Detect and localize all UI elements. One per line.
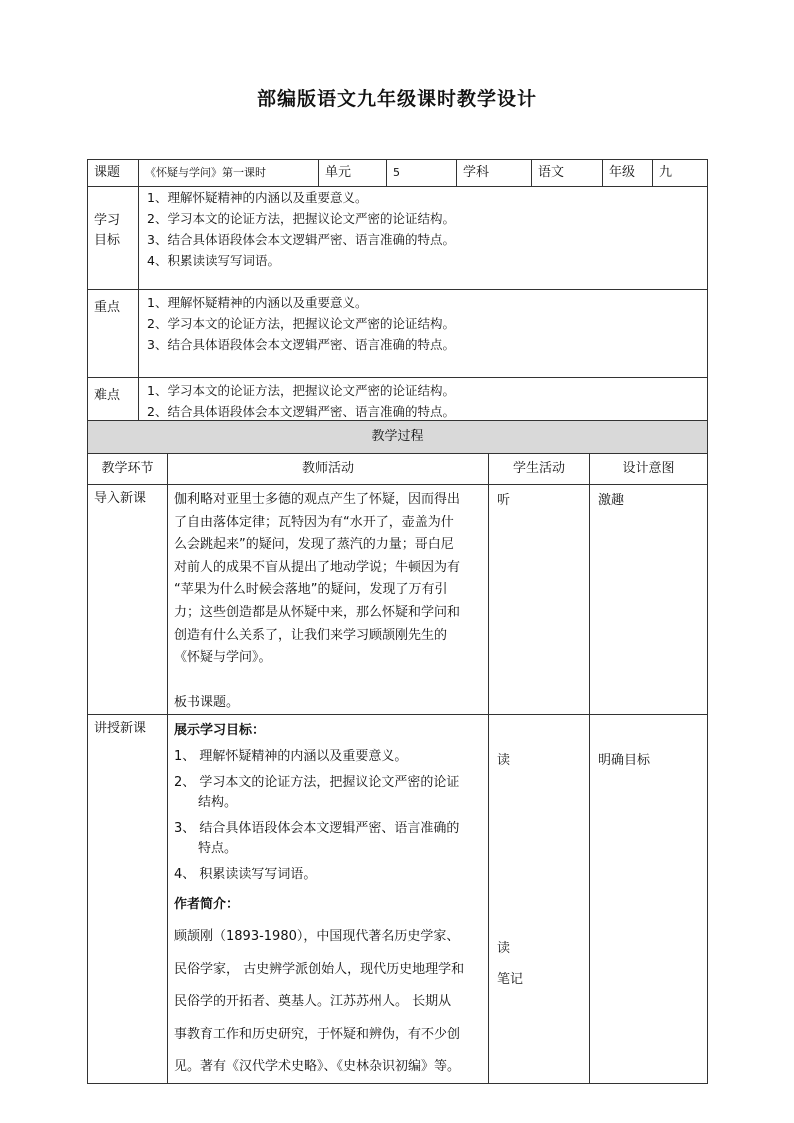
subject-label: 学科 (457, 160, 532, 187)
goals-label (88, 187, 139, 290)
lecture-goal-text: 3、 结合具体语段体会本文逻辑严密、语言准确的 (174, 821, 460, 837)
header-row (88, 160, 708, 187)
goal-item: 1、理解怀疑精神的内涵以及重要意义。 (147, 190, 368, 205)
goals-label-line1: 学习 (94, 213, 121, 228)
col-stage-header: 教学环节 (88, 454, 168, 485)
difficulties-label: 难点 (88, 378, 139, 448)
lecture-goal-item (174, 773, 482, 813)
difficulty-item: 2、结合具体语段体会本文逻辑严密、语言准确的特点。 (147, 404, 455, 419)
difficulty-item: 1、学习本文的论证方法，把握议论文严密的论证结构。 (147, 383, 455, 398)
goal-item: 2、学习本文的论证方法，把握议论文严密的论证结构。 (147, 211, 455, 226)
student-notes: 笔记 (497, 972, 524, 988)
process-band-row (88, 421, 708, 454)
process-band-title: 教学过程 (88, 421, 708, 454)
subject-value: 语文 (532, 160, 603, 187)
col-student-header: 学生活动 (489, 454, 590, 485)
goal-item: 3、结合具体语段体会本文逻辑严密、语言准确的特点。 (147, 232, 455, 247)
intro-line: 伽利略对亚里士多德的观点产生了怀疑，因而得出 (174, 492, 461, 507)
lecture-row (88, 715, 708, 1084)
process-column-headers (88, 454, 708, 485)
intro-stage: 导入新课 (88, 485, 168, 715)
intro-teacher-activity (168, 485, 489, 715)
lecture-goal-item (174, 819, 482, 859)
key-points-row (88, 290, 708, 378)
key-point-item: 1、理解怀疑精神的内涵以及重要意义。 (147, 295, 368, 310)
intro-row (88, 485, 708, 715)
author-heading: 作者简介： (174, 897, 240, 913)
intro-line: 《怀疑与学问》。 (174, 650, 272, 666)
bio-line: 民俗学家， 古史辨学派创始人，现代历史地理学和 (174, 961, 465, 977)
intro-line: “苹果为什么时候会落地”的疑问，发现了万有引 (174, 582, 448, 598)
grade-value: 九 (653, 160, 708, 187)
lecture-goal-text: 结构。 (198, 795, 238, 811)
author-bio (174, 921, 482, 1083)
teaching-process-table (87, 420, 708, 1084)
goal-item: 4、积累读读写写词语。 (147, 253, 280, 268)
key-point-item: 3、结合具体语段体会本文逻辑严密、语言准确的特点。 (147, 337, 455, 352)
bio-line: 见。著有《汉代学术史略》、《史林杂识初编》等。 (174, 1058, 461, 1074)
key-points-label: 重点 (88, 290, 139, 378)
lecture-goal-text: 2、 学习本文的论证方法，把握议论文严密的论证 (174, 775, 460, 791)
intro-line: 力；这些创造都是从怀疑中来，那么怀疑和学问和 (174, 604, 461, 620)
student-read: 读 (497, 753, 511, 769)
intro-line: 了自由落体定律；瓦特因为有“水开了，壶盖为什 (174, 514, 454, 530)
bio-line: 事教育工作和历史研究，于怀疑和辨伪，有不少创 (174, 1026, 461, 1042)
col-teacher-header: 教师活动 (168, 454, 489, 485)
intro-student-activity: 听 (489, 485, 590, 715)
show-goals-heading: 展示学习目标： (174, 723, 266, 739)
intro-teacher-note: 板书课题。 (174, 694, 240, 710)
course-label: 课题 (88, 160, 139, 187)
intro-line: 创造有什么关系了，让我们来学习顾颉刚先生的 (174, 627, 448, 643)
key-point-item: 2、学习本文的论证方法，把握议论文严密的论证结构。 (147, 316, 455, 331)
lecture-stage: 讲授新课 (88, 715, 168, 1084)
unit-label: 单元 (319, 160, 387, 187)
grade-label: 年级 (603, 160, 653, 187)
lecture-student-activity (489, 715, 590, 1084)
lecture-design-intent (590, 715, 708, 1084)
bio-line: 顾颉刚（1893-1980），中国现代著名历史学家、 (174, 929, 460, 945)
col-design-header: 设计意图 (590, 454, 708, 485)
lesson-info-table (87, 159, 708, 448)
unit-value: 5 (387, 160, 457, 187)
intro-line: 么会跳起来”的疑问，发现了蒸汽的力量；哥白尼 (174, 537, 454, 553)
lecture-teacher-activity (168, 715, 489, 1084)
intro-design-intent: 激趣 (590, 485, 708, 715)
lecture-goal-text: 特点。 (198, 841, 238, 857)
intro-line: 对前人的成果不盲从提出了地动学说；牛顿因为有 (174, 559, 461, 575)
lecture-design-text: 明确目标 (598, 753, 651, 769)
goals-label-line2: 目标 (94, 233, 121, 248)
lecture-goal-item: 4、 积累读读写写词语。 (174, 867, 317, 883)
course-value: 《怀疑与学问》第一课时 (139, 160, 319, 187)
bio-line: 民俗学的开拓者、奠基人。江苏苏州人。 长期从 (174, 994, 452, 1010)
goals-row (88, 187, 708, 290)
lecture-goal-item: 1、 理解怀疑精神的内涵以及重要意义。 (174, 749, 408, 765)
goals-content (139, 187, 708, 290)
key-points-content (139, 290, 708, 378)
student-read: 读 (497, 941, 511, 957)
document-title: 部编版语文九年级课时教学设计 (256, 88, 537, 110)
